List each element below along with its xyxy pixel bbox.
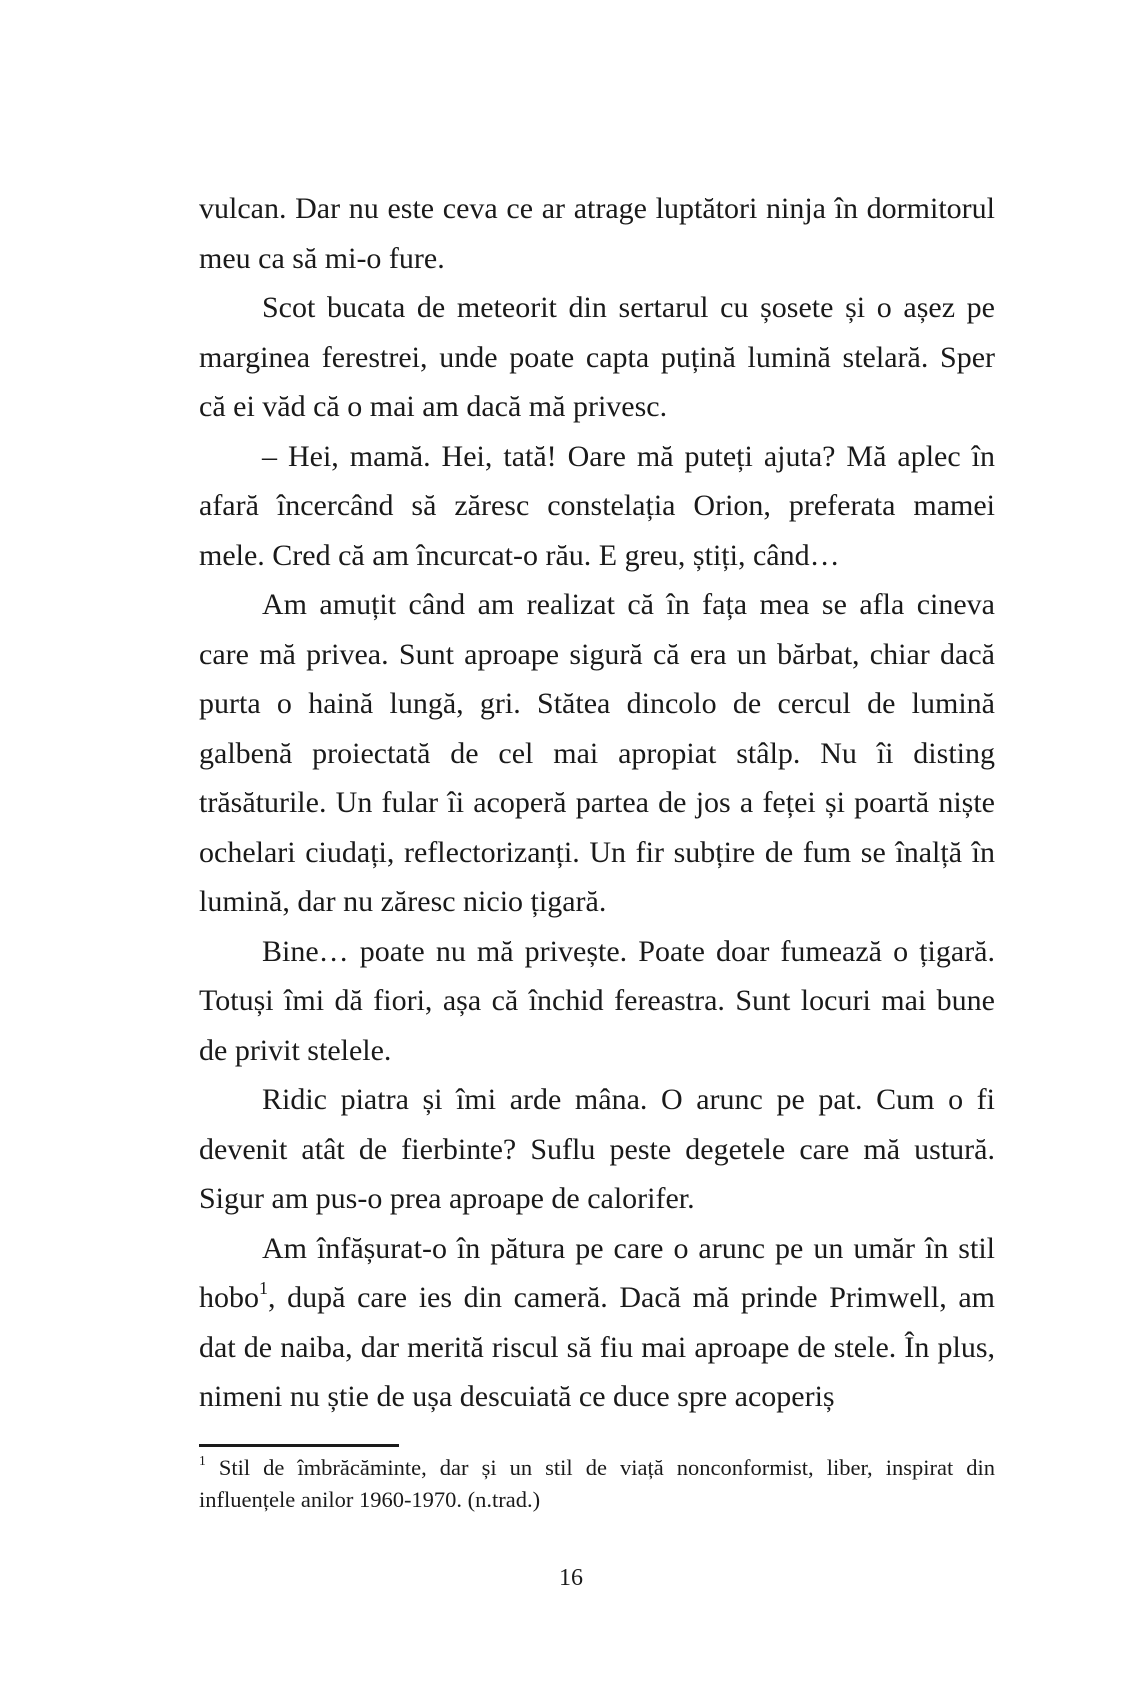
paragraph-7 [199,1224,995,1422]
footnote-reference[interactable]: 1 [259,1278,268,1299]
paragraph-7-text-start: Am înfășurat-o în pătura pe care o arunc pe un umăr în stil hobo [199,1231,995,1314]
footnote-number: 1 [199,1453,206,1469]
footnote-text: Stil de îmbrăcăminte, dar și un stil de viață nonconformist, liber, inspirat din influențele anilor 1960-1970. (n.trad.) [199,1455,996,1512]
paragraph-3: – Hei, mamă. Hei, tată! Oare mă puteți ajuta? Mă aplec în afară încercând să zăresc constelația Orion, preferata mamei mele. Cred că am încurcat-o rău. E greu, știți, când… [199,439,995,572]
body-text [199,184,995,1422]
paragraph-1: vulcan. Dar nu este ceva ce ar atrage luptători ninja în dormitorul meu ca să mi-o fure. [199,192,995,275]
footnote-divider [199,1444,399,1447]
footnote [199,1452,995,1516]
paragraph-4: Am amuțit când am realizat că în fața mea se afla cineva care mă privea. Sunt aproape sigură că era un bărbat, chiar dacă purta o haină lungă, gri. Stătea dincolo de cercul de lumină galbenă proiectată de cel mai apropiat stâlp. Nu îi disting trăsăturile. Un fular îi acoperă partea de jos a feței și poartă niște ochelari ciudați, reflectorizanți. Un fir subțire de fum se înalță în lumină, dar nu zăresc nicio țigară. [199,588,995,918]
paragraph-6: Ridic piatra și îmi arde mâna. O arunc pe pat. Cum o fi devenit atât de fierbinte? Suflu peste degetele care mă ustură. Sigur am pus-o prea aproape de calorifer. [199,1083,995,1215]
page-number: 16 [559,1565,583,1591]
paragraph-7-text-end: , după care ies din cameră. Dacă mă prinde Primwell, am dat de naiba, dar merită riscul să fiu mai aproape de stele. În plus, nimeni nu știe de ușa descuiată ce duce spre acoperiș [199,1281,995,1413]
paragraph-5: Bine… poate nu mă privește. Poate doar fumează o țigară. Totuși îmi dă fiori, așa că închid fereastra. Sunt locuri mai bune de privit stelele. [199,934,995,1067]
paragraph-2: Scot bucata de meteorit din sertarul cu șosete și o așez pe marginea ferestrei, unde poate capta puțină lumină stelară. Sper că ei văd că o mai am dacă mă privesc. [199,291,995,423]
